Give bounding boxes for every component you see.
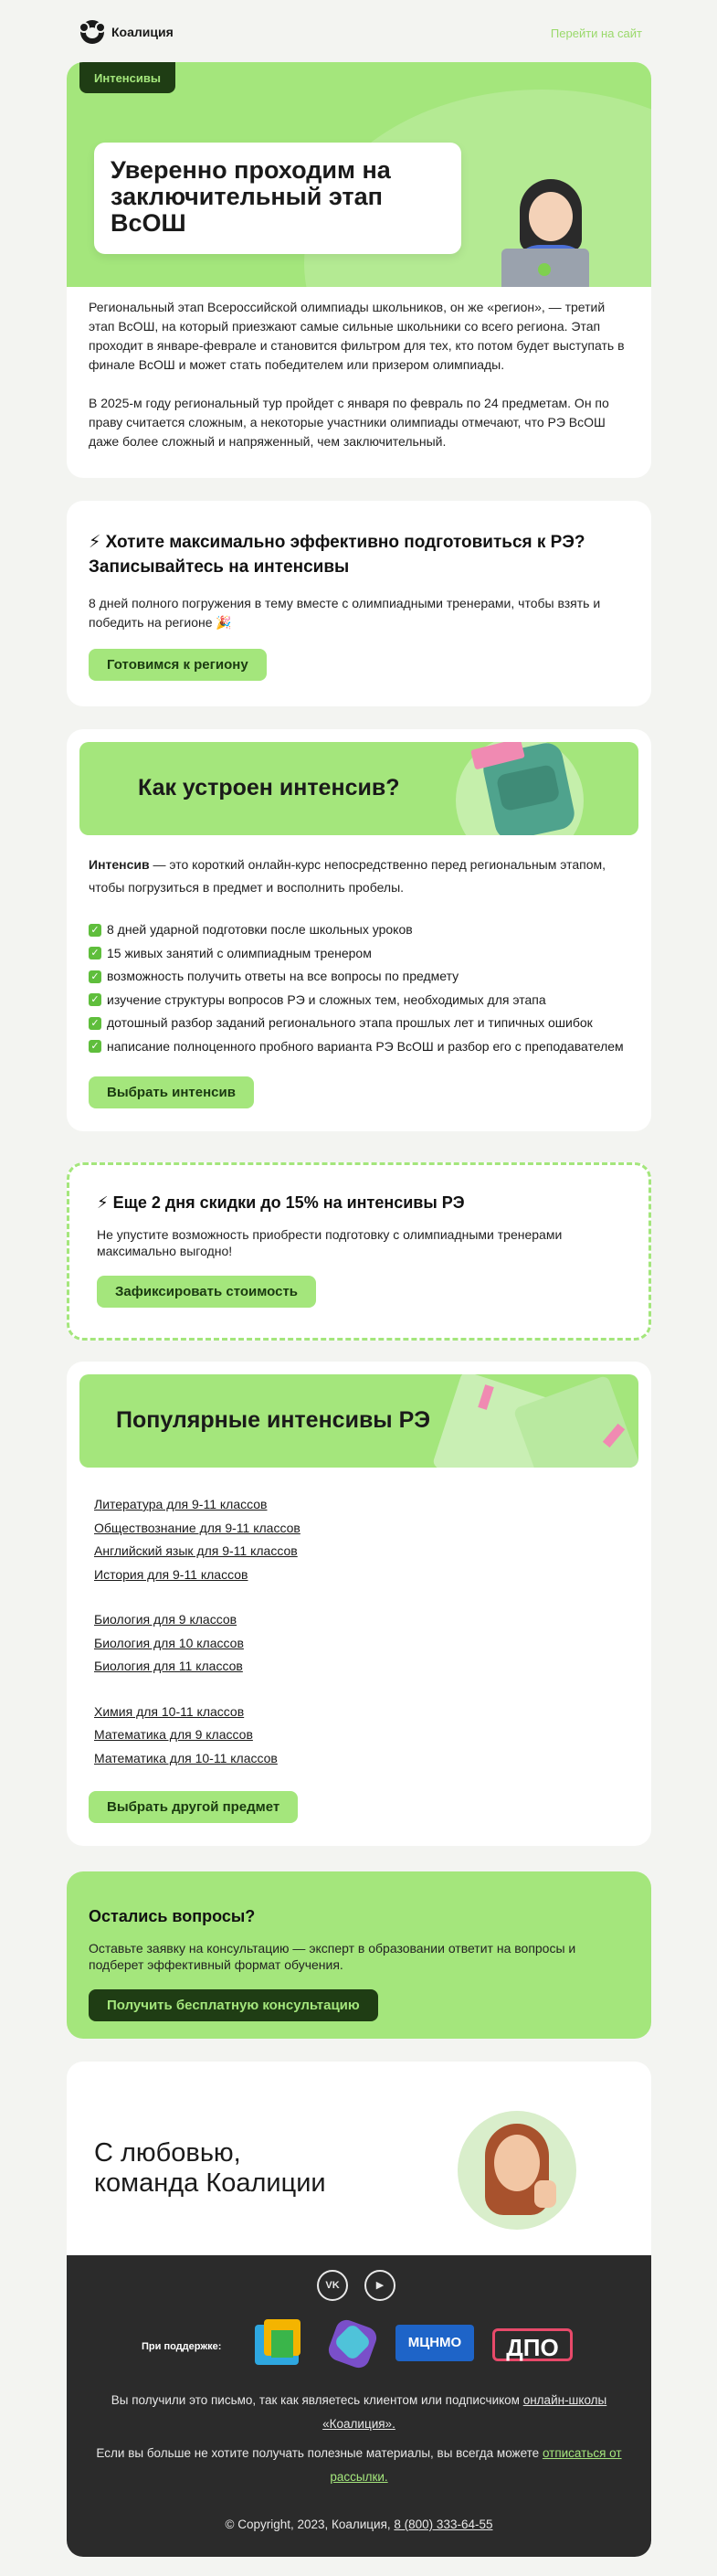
checkmark-icon: ✓ [89, 947, 101, 959]
top-bar [0, 0, 717, 62]
questions-text: Оставьте заявку на консультацию — эксперт в образовании ответит на вопросы и подберет эффективный формат обучения. [89, 1941, 576, 1972]
girl-with-laptop-illustration [494, 179, 613, 287]
subject-link[interactable]: История для 9-11 классов [94, 1566, 248, 1582]
youtube-icon[interactable]: ▶ [364, 2270, 395, 2301]
hero-title-box [94, 143, 461, 254]
category-tag: Интенсивы [79, 62, 175, 93]
hero-card [67, 62, 651, 478]
subject-link[interactable]: Математика для 9 классов [94, 1727, 253, 1742]
fix-price-button[interactable]: Зафиксировать стоимость [97, 1276, 316, 1308]
checkmark-icon: ✓ [89, 1017, 101, 1030]
subject-link[interactable]: Биология для 11 классов [94, 1659, 243, 1673]
hero-paragraph-2: В 2025-м году региональный тур пройдет с января по февраль по 24 предметам. Он по праву считается сложным, а некоторые участники олимпиады отмечают, что РЭ ВсОШ даже более сложный и напряженный, чем заключительный. [89, 396, 609, 449]
popular-banner-title: Популярные интенсивы РЭ [116, 1407, 431, 1433]
discount-title: ⚡ Еще 2 дня скидки до 15% на интенсивы РЭ [97, 1193, 465, 1212]
koala-logo-icon [80, 20, 104, 44]
hero-paragraph-1: Региональный этап Всероссийской олимпиады школьников, он же «регион», — третий этап ВсОШ, на который приезжают самые сильные школьники со всего региона. Этап проходит в январе-феврале и становится фильтром для тех, кто потом будет выступать в финале ВсОШ и может стать победителем или призером олимпиады. [89, 300, 625, 372]
phone-link[interactable]: 8 (800) 333-64-55 [394, 2518, 493, 2531]
signoff-text [94, 2138, 326, 2199]
promo-title: ⚡ Хотите максимально эффективно подготовиться к РЭ? Записывайтесь на интенсивы [89, 533, 585, 577]
popular-banner [79, 1374, 638, 1468]
hero-title: Уверенно проходим на заключительный этап ВсОШ [111, 156, 391, 237]
signoff-card [67, 2062, 651, 2557]
questions-card [67, 1871, 651, 2039]
prepare-region-button[interactable]: Готовимся к региону [89, 649, 267, 681]
list-item: ✓ написание полноценного пробного варианта РЭ ВсОШ и разбор его с преподавателем [89, 1035, 629, 1059]
partner-logo-dpo: ДПО [492, 2328, 573, 2361]
choose-other-subject-button[interactable]: Выбрать другой предмет [89, 1791, 298, 1823]
copyright: © Copyright, 2023, Коалиция, 8 (800) 333-64-55 [225, 2518, 493, 2531]
how-banner [79, 742, 638, 835]
list-item: ✓ дотошный разбор заданий регионального этапа прошлых лет и типичных ошибок [89, 1012, 629, 1035]
subject-link[interactable]: Английский язык для 9-11 классов [94, 1543, 298, 1558]
promo-card [67, 501, 651, 706]
school-link[interactable]: онлайн-школы «Коалиция». [322, 2393, 607, 2431]
signoff-line-2: команда Коалиции [94, 2168, 326, 2198]
list-item: ✓ 8 дней ударной подготовки после школьных уроков [89, 918, 629, 942]
subject-link[interactable]: Химия для 10-11 классов [94, 1703, 245, 1719]
logo-text: Коалиция [111, 25, 174, 39]
checkmark-icon: ✓ [89, 1040, 101, 1053]
hero-text [89, 298, 629, 451]
how-intro [89, 853, 629, 899]
discount-card [67, 1162, 651, 1341]
team-avatar [458, 2111, 576, 2230]
unsubscribe-link[interactable]: отписаться от рассылки. [330, 2446, 622, 2484]
promo-text: 8 дней полного погружения в тему вместе с олимпиадными тренерами, чтобы взять и победить на регионе 🎉 [89, 596, 601, 630]
subject-link[interactable]: Биология для 9 классов [94, 1612, 237, 1627]
how-intro-rest: — это короткий онлайн-курс непосредственно перед региональным этапом, чтобы погрузиться в предмет и восполнить пробелы. [89, 857, 606, 895]
checkmark-icon: ✓ [89, 993, 101, 1006]
notebooks-illustration [427, 1374, 638, 1468]
choose-intensive-button[interactable]: Выбрать интенсив [89, 1076, 254, 1108]
footer [67, 2255, 651, 2557]
list-item: ✓ 15 живых занятий с олимпиадным тренером [89, 942, 629, 966]
partner-logo-mcnmo: МЦНМО [395, 2325, 474, 2361]
unsubscribe-note: Если вы больше не хотите получать полезные материалы, вы всегда можете отписаться от рассылки. [96, 2446, 622, 2484]
social-links [317, 2270, 395, 2301]
subject-link[interactable]: Литература для 9-11 классов [94, 1497, 268, 1511]
discount-text: Не упустите возможность приобрести подготовку с олимпиадными тренерами максимально выгодно! [97, 1227, 563, 1258]
popular-card [67, 1362, 651, 1846]
partner-logo-star-icon [328, 2319, 377, 2369]
how-banner-title: Как устроен интенсив? [138, 775, 400, 800]
list-item: ✓ изучение структуры вопросов РЭ и сложных тем, необходимых для этапа [89, 989, 629, 1012]
support-label: При поддержке: [142, 2341, 222, 2352]
subject-links [94, 1493, 301, 1770]
hero-banner [67, 62, 651, 287]
subject-link[interactable]: Обществознание для 9-11 классов [94, 1520, 301, 1535]
subject-link[interactable]: Математика для 10-11 классов [94, 1750, 278, 1765]
checkmark-icon: ✓ [89, 924, 101, 937]
signoff-line-1: С любовью, [94, 2138, 241, 2168]
site-link[interactable]: Перейти на сайт [550, 27, 642, 40]
list-item: ✓ возможность получить ответы на все вопросы по предмету [89, 965, 629, 989]
how-intro-bold: Интенсив [89, 857, 150, 872]
subject-link[interactable]: Биология для 10 классов [94, 1635, 244, 1650]
subscription-note: Вы получили это письмо, так как являетесь клиентом или подписчиком онлайн-школы «Коалиция». [111, 2393, 607, 2431]
logo[interactable] [80, 20, 174, 44]
free-consultation-button[interactable]: Получить бесплатную консультацию [89, 1989, 378, 2021]
vk-icon[interactable]: VK [317, 2270, 348, 2301]
questions-title: Остались вопросы? [89, 1907, 256, 1925]
features-list [89, 918, 629, 1058]
checkmark-icon: ✓ [89, 970, 101, 983]
partner-logo-cube-icon [255, 2319, 306, 2367]
how-card [67, 729, 651, 1131]
